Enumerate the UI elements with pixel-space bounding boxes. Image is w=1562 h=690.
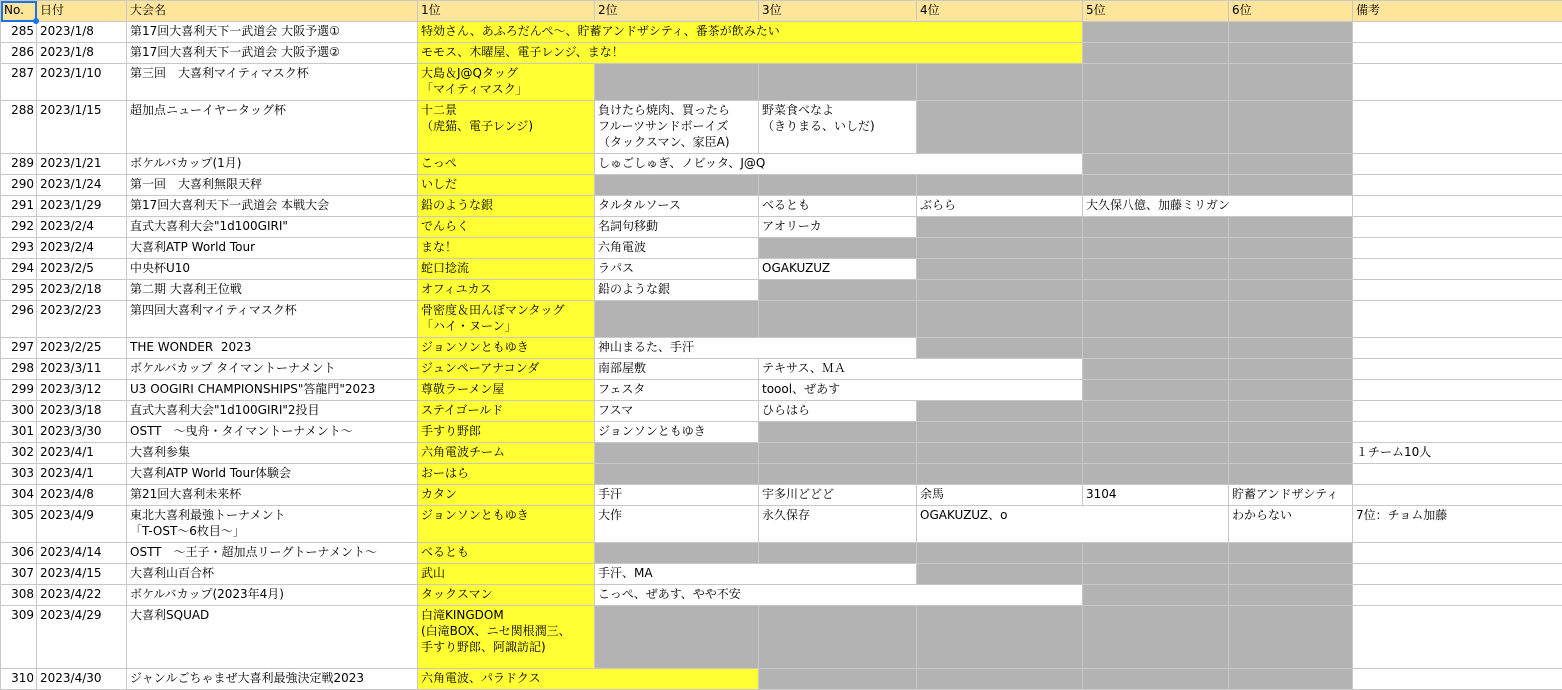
header-cell-3rd[interactable]: 3位	[759, 1, 917, 22]
row-number-cell[interactable]: 294	[1, 259, 37, 280]
result-cell[interactable]: ラパス	[595, 259, 759, 280]
result-cell[interactable]	[1353, 485, 1562, 506]
result-cell[interactable]: 7位：チョム加藤	[1353, 506, 1562, 543]
result-cell[interactable]: でんらく	[418, 217, 595, 238]
result-cell[interactable]	[917, 64, 1083, 101]
header-cell-5th[interactable]: 5位	[1083, 1, 1229, 22]
date-cell[interactable]: 2023/4/14	[37, 543, 127, 564]
result-cell[interactable]	[1083, 606, 1229, 669]
result-cell[interactable]: 鉛のような銀	[418, 196, 595, 217]
table-row	[1, 43, 1562, 64]
result-cell[interactable]: アオリーカ	[759, 217, 917, 238]
result-cell[interactable]	[1229, 175, 1353, 196]
tournament-name-cell[interactable]: 第17回大喜利天下一武道会 本戦大会	[127, 196, 418, 217]
result-cell[interactable]	[1083, 422, 1229, 443]
result-cell[interactable]	[1353, 259, 1562, 280]
date-cell[interactable]: 2023/4/30	[37, 669, 127, 690]
result-cell[interactable]	[759, 64, 917, 101]
date-cell[interactable]: 2023/1/8	[37, 43, 127, 64]
result-cell[interactable]	[1083, 585, 1229, 606]
tournament-name-cell[interactable]: OSTT 〜曳舟・タイマントーナメント〜	[127, 422, 418, 443]
result-cell[interactable]	[1353, 338, 1562, 359]
result-cell[interactable]	[917, 401, 1083, 422]
table-row	[1, 464, 1562, 485]
row-number-cell[interactable]: 286	[1, 43, 37, 64]
date-cell[interactable]: 2023/4/29	[37, 606, 127, 669]
tournament-name-cell[interactable]: 大喜利ATP World Tour	[127, 238, 418, 259]
result-cell[interactable]	[1083, 154, 1229, 175]
result-cell[interactable]	[917, 443, 1083, 464]
result-cell[interactable]: おーはら	[418, 464, 595, 485]
row-number-cell[interactable]: 293	[1, 238, 37, 259]
result-cell[interactable]	[917, 259, 1083, 280]
result-cell[interactable]	[917, 606, 1083, 669]
result-cell[interactable]	[1353, 154, 1562, 175]
result-cell[interactable]	[1353, 669, 1562, 690]
row-number-cell[interactable]: 295	[1, 280, 37, 301]
result-cell[interactable]: 尊敬ラーメン屋	[418, 380, 595, 401]
date-cell[interactable]: 2023/4/1	[37, 464, 127, 485]
result-cell[interactable]	[1229, 422, 1353, 443]
result-cell[interactable]	[1353, 22, 1562, 43]
result-cell[interactable]	[759, 422, 917, 443]
result-cell[interactable]	[595, 175, 759, 196]
result-cell[interactable]	[1353, 464, 1562, 485]
result-cell[interactable]	[917, 338, 1083, 359]
row-number-cell[interactable]: 297	[1, 338, 37, 359]
result-cell[interactable]	[1229, 217, 1353, 238]
result-cell[interactable]: 大島＆J@Qタッグ 「マイティマスク」	[418, 64, 595, 101]
result-cell[interactable]	[1229, 359, 1353, 380]
result-cell[interactable]	[1353, 422, 1562, 443]
table-row	[1, 543, 1562, 564]
result-cell[interactable]	[1083, 564, 1229, 585]
result-cell[interactable]	[1353, 101, 1562, 154]
result-cell[interactable]	[1353, 301, 1562, 338]
result-cell[interactable]: 手汗	[595, 485, 759, 506]
result-cell[interactable]	[1083, 280, 1229, 301]
result-cell[interactable]	[1353, 585, 1562, 606]
tournament-name-cell[interactable]: 大喜利参集	[127, 443, 418, 464]
table-row	[1, 301, 1562, 338]
date-cell[interactable]: 2023/4/9	[37, 506, 127, 543]
result-cell[interactable]	[917, 422, 1083, 443]
result-cell[interactable]	[1353, 217, 1562, 238]
header-cell-1st[interactable]: 1位	[418, 1, 595, 22]
result-cell[interactable]	[1083, 175, 1229, 196]
result-cell[interactable]	[1353, 401, 1562, 422]
result-cell[interactable]	[1353, 238, 1562, 259]
date-cell[interactable]: 2023/2/4	[37, 217, 127, 238]
result-cell[interactable]: オフィユカス	[418, 280, 595, 301]
result-cell[interactable]	[1083, 338, 1229, 359]
table-row	[1, 338, 1562, 359]
result-cell[interactable]: 六角電波、パラドクス	[418, 669, 759, 690]
date-cell[interactable]: 2023/1/29	[37, 196, 127, 217]
result-cell[interactable]: フェスタ	[595, 380, 759, 401]
result-cell[interactable]: 神山まるた、手汗	[595, 338, 917, 359]
result-cell[interactable]: ひらはら	[759, 401, 917, 422]
result-cell[interactable]	[1353, 543, 1562, 564]
result-cell[interactable]	[759, 464, 917, 485]
result-cell[interactable]: テキサス、ＭＡ	[759, 359, 1083, 380]
result-cell[interactable]	[1229, 380, 1353, 401]
row-number-cell[interactable]: 305	[1, 506, 37, 543]
result-cell[interactable]: 永久保存	[759, 506, 917, 543]
result-cell[interactable]: 大久保八億、加藤ミリガン	[1083, 196, 1353, 217]
result-cell[interactable]	[1229, 301, 1353, 338]
selection-handle[interactable]	[33, 18, 39, 24]
date-cell[interactable]: 2023/2/4	[37, 238, 127, 259]
table-row	[1, 585, 1562, 606]
result-cell[interactable]: タルタルソース	[595, 196, 759, 217]
result-cell[interactable]	[917, 217, 1083, 238]
tournament-name-cell[interactable]: ボケルバカップ(2023年4月)	[127, 585, 418, 606]
result-cell[interactable]: 余馬	[917, 485, 1083, 506]
result-cell[interactable]	[1229, 401, 1353, 422]
result-cell[interactable]	[759, 280, 917, 301]
result-cell[interactable]: ジョンソンともゆき	[595, 422, 759, 443]
result-cell[interactable]	[1083, 380, 1229, 401]
date-cell[interactable]: 2023/2/23	[37, 301, 127, 338]
tournament-name-cell[interactable]: 第一回 大喜利無限天秤	[127, 175, 418, 196]
tournament-name-cell[interactable]: 東北大喜利最強トーナメント 「T-OST〜6枚目〜」	[127, 506, 418, 543]
result-cell[interactable]	[1083, 464, 1229, 485]
row-number-cell[interactable]: 301	[1, 422, 37, 443]
date-cell[interactable]: 2023/3/11	[37, 359, 127, 380]
result-cell[interactable]	[1083, 43, 1229, 64]
result-cell[interactable]: わからない	[1229, 506, 1353, 543]
result-cell[interactable]	[1229, 669, 1353, 690]
result-cell[interactable]	[1353, 64, 1562, 101]
table-row	[1, 217, 1562, 238]
result-cell[interactable]	[1353, 175, 1562, 196]
result-cell[interactable]: 十二景 （虎猫、電子レンジ)	[418, 101, 595, 154]
result-cell[interactable]	[1083, 543, 1229, 564]
date-cell[interactable]: 2023/1/10	[37, 64, 127, 101]
tournament-name-cell[interactable]: 大喜利山百合杯	[127, 564, 418, 585]
row-number-cell[interactable]: 306	[1, 543, 37, 564]
tournament-name-cell[interactable]: 第17回大喜利天下一武道会 大阪予選①	[127, 22, 418, 43]
result-cell[interactable]: 名詞句移動	[595, 217, 759, 238]
tournament-name-cell[interactable]: U3 OOGIRI CHAMPIONSHIPS"答龍門"2023	[127, 380, 418, 401]
result-cell[interactable]	[1353, 359, 1562, 380]
result-cell[interactable]: OGAKUZUZ、o	[917, 506, 1229, 543]
date-cell[interactable]: 2023/3/18	[37, 401, 127, 422]
row-number-cell[interactable]: 304	[1, 485, 37, 506]
date-cell[interactable]: 2023/1/8	[37, 22, 127, 43]
result-cell[interactable]	[1353, 43, 1562, 64]
row-number-cell[interactable]: 298	[1, 359, 37, 380]
table-row	[1, 564, 1562, 585]
row-number-cell[interactable]: 289	[1, 154, 37, 175]
date-cell[interactable]: 2023/1/21	[37, 154, 127, 175]
result-cell[interactable]: 六角電波	[595, 238, 759, 259]
table-row	[1, 238, 1562, 259]
result-cell[interactable]	[917, 564, 1083, 585]
result-cell[interactable]	[917, 301, 1083, 338]
result-cell[interactable]	[917, 175, 1083, 196]
result-cell[interactable]	[1083, 401, 1229, 422]
result-cell[interactable]	[759, 301, 917, 338]
result-cell[interactable]: 特効さん、あふろだんぺ〜、貯蓄アンドザシティ、番茶が飲みたい	[418, 22, 1083, 43]
result-cell[interactable]	[1083, 101, 1229, 154]
result-cell[interactable]	[1229, 43, 1353, 64]
result-cell[interactable]	[1353, 196, 1562, 217]
date-cell[interactable]: 2023/3/12	[37, 380, 127, 401]
result-cell[interactable]	[1083, 443, 1229, 464]
result-cell[interactable]	[759, 175, 917, 196]
result-cell[interactable]: 白滝KINGDOM (白滝BOX、ニセ関根潤三、 手すり野郎、阿諏訪記)	[418, 606, 595, 669]
row-number-cell[interactable]: 310	[1, 669, 37, 690]
result-cell[interactable]	[1083, 359, 1229, 380]
result-cell[interactable]: こっぺ	[418, 154, 595, 175]
result-cell[interactable]: 宇多川どどど	[759, 485, 917, 506]
header-cell-2nd[interactable]: 2位	[595, 1, 759, 22]
result-cell[interactable]	[1229, 259, 1353, 280]
row-number-cell[interactable]: 287	[1, 64, 37, 101]
date-cell[interactable]: 2023/4/8	[37, 485, 127, 506]
result-cell[interactable]	[1229, 338, 1353, 359]
row-number-cell[interactable]: 309	[1, 606, 37, 669]
tournament-name-cell[interactable]: 大喜利ATP World Tour体験会	[127, 464, 418, 485]
tournament-name-cell[interactable]: 第二期 大喜利王位戦	[127, 280, 418, 301]
header-cell-date[interactable]: 日付	[37, 1, 127, 22]
table-row	[1, 485, 1562, 506]
result-cell[interactable]	[917, 280, 1083, 301]
result-cell[interactable]: まな！	[418, 238, 595, 259]
tournament-name-cell[interactable]: ジャンルごちゃまぜ大喜利最強決定戦2023	[127, 669, 418, 690]
result-cell[interactable]	[1353, 564, 1562, 585]
table-row	[1, 380, 1562, 401]
result-cell[interactable]: 六角電波チーム	[418, 443, 595, 464]
result-cell[interactable]	[595, 543, 759, 564]
result-cell[interactable]: OGAKUZUZ	[759, 259, 917, 280]
result-cell[interactable]: 大作	[595, 506, 759, 543]
row-number-cell[interactable]: 300	[1, 401, 37, 422]
tournament-name-cell[interactable]: OSTT 〜王子・超加点リーグトーナメント〜	[127, 543, 418, 564]
result-cell[interactable]: 蛇口捻流	[418, 259, 595, 280]
date-cell[interactable]: 2023/4/1	[37, 443, 127, 464]
result-cell[interactable]	[1083, 64, 1229, 101]
result-cell[interactable]: 手汗、MA	[595, 564, 917, 585]
result-cell[interactable]	[1229, 564, 1353, 585]
date-cell[interactable]: 2023/1/24	[37, 175, 127, 196]
row-number-cell[interactable]: 307	[1, 564, 37, 585]
row-number-cell[interactable]: 308	[1, 585, 37, 606]
header-cell-tournament[interactable]: 大会名	[127, 1, 418, 22]
header-cell-notes[interactable]: 備考	[1353, 1, 1562, 22]
result-cell[interactable]: 負けたら焼肉、買ったら フルーツサンドボーイズ （タックスマン、家臣A)	[595, 101, 759, 154]
row-number-cell[interactable]: 299	[1, 380, 37, 401]
result-cell[interactable]	[759, 443, 917, 464]
tournament-name-cell[interactable]: 中央杯U10	[127, 259, 418, 280]
tournament-name-cell[interactable]: 第17回大喜利天下一武道会 大阪予選②	[127, 43, 418, 64]
row-number-cell[interactable]: 303	[1, 464, 37, 485]
result-cell[interactable]	[917, 238, 1083, 259]
tournament-name-cell[interactable]: 第四回大喜利マイティマスク杯	[127, 301, 418, 338]
result-cell[interactable]	[1229, 280, 1353, 301]
result-cell[interactable]: いしだ	[418, 175, 595, 196]
result-cell[interactable]: しゅごしゅぎ、ノビッタ、J@Q	[595, 154, 1083, 175]
result-cell[interactable]: 骨密度＆田んぼマンタッグ 「ハイ・ヌーン」	[418, 301, 595, 338]
result-cell[interactable]: toool、ぜあす	[759, 380, 1083, 401]
result-cell[interactable]: カタン	[418, 485, 595, 506]
result-cell[interactable]: 武山	[418, 564, 595, 585]
date-cell[interactable]: 2023/2/25	[37, 338, 127, 359]
result-cell[interactable]: モモス、木曜屋、電子レンジ、まな！	[418, 43, 1083, 64]
table-row	[1, 443, 1562, 464]
date-cell[interactable]: 2023/3/30	[37, 422, 127, 443]
result-cell[interactable]	[1083, 238, 1229, 259]
result-cell[interactable]: 野菜食べなよ （きりまる、いしだ)	[759, 101, 917, 154]
result-cell[interactable]	[1083, 22, 1229, 43]
tournament-name-cell[interactable]: THE WONDER 2023	[127, 338, 418, 359]
result-cell[interactable]	[917, 669, 1083, 690]
result-cell[interactable]	[1083, 669, 1229, 690]
result-cell[interactable]: タックスマン	[418, 585, 595, 606]
result-cell[interactable]: ジョンソンともゆき	[418, 338, 595, 359]
result-cell[interactable]	[1353, 280, 1562, 301]
result-cell[interactable]: べるとも	[418, 543, 595, 564]
header-cell-no[interactable]: No.	[1, 1, 37, 22]
tournament-name-cell[interactable]: 超加点ニューイヤータッグ杯	[127, 101, 418, 154]
table-row	[1, 259, 1562, 280]
result-cell[interactable]: 南部屋敷	[595, 359, 759, 380]
row-number-cell[interactable]: 291	[1, 196, 37, 217]
table-row	[1, 154, 1562, 175]
result-cell[interactable]	[1229, 22, 1353, 43]
result-cell[interactable]	[595, 301, 759, 338]
result-cell[interactable]	[595, 464, 759, 485]
result-cell[interactable]	[595, 64, 759, 101]
date-cell[interactable]: 2023/4/15	[37, 564, 127, 585]
result-cell[interactable]	[1229, 238, 1353, 259]
date-cell[interactable]: 2023/1/15	[37, 101, 127, 154]
result-cell[interactable]	[1229, 64, 1353, 101]
result-cell[interactable]: 手すり野郎	[418, 422, 595, 443]
row-number-cell[interactable]: 288	[1, 101, 37, 154]
table-row	[1, 196, 1562, 217]
table-row	[1, 606, 1562, 669]
row-number-cell[interactable]: 285	[1, 22, 37, 43]
result-cell[interactable]: ステイゴールド	[418, 401, 595, 422]
table-row	[1, 669, 1562, 690]
row-number-cell[interactable]: 292	[1, 217, 37, 238]
header-cell-4th[interactable]: 4位	[917, 1, 1083, 22]
result-cell[interactable]	[917, 464, 1083, 485]
table-row	[1, 280, 1562, 301]
result-cell[interactable]: べるとも	[759, 196, 917, 217]
result-cell[interactable]	[1229, 464, 1353, 485]
result-cell[interactable]	[759, 543, 917, 564]
result-cell[interactable]	[759, 669, 917, 690]
result-cell[interactable]	[1353, 380, 1562, 401]
sheet-body	[1, 1, 1562, 690]
table-row	[1, 101, 1562, 154]
table-row	[1, 64, 1562, 101]
date-cell[interactable]: 2023/4/22	[37, 585, 127, 606]
result-cell[interactable]: 3104	[1083, 485, 1229, 506]
tournament-name-cell[interactable]: 大喜利SQUAD	[127, 606, 418, 669]
result-cell[interactable]	[1083, 217, 1229, 238]
table-row	[1, 422, 1562, 443]
result-cell[interactable]: ぶらら	[917, 196, 1083, 217]
date-cell[interactable]: 2023/2/5	[37, 259, 127, 280]
table-row	[1, 401, 1562, 422]
result-cell[interactable]	[595, 443, 759, 464]
result-cell[interactable]	[595, 606, 759, 669]
result-cell[interactable]: フスマ	[595, 401, 759, 422]
result-cell[interactable]: ジュンペーアナコンダ	[418, 359, 595, 380]
row-number-cell[interactable]: 302	[1, 443, 37, 464]
result-cell[interactable]	[917, 101, 1083, 154]
result-cell[interactable]	[1083, 259, 1229, 280]
tournament-name-cell[interactable]: 直式大喜利大会"1d100GIRI"	[127, 217, 418, 238]
result-cell[interactable]	[917, 543, 1083, 564]
result-cell[interactable]: ジョンソンともゆき	[418, 506, 595, 543]
row-number-cell[interactable]: 296	[1, 301, 37, 338]
date-cell[interactable]: 2023/2/18	[37, 280, 127, 301]
result-cell[interactable]	[1229, 101, 1353, 154]
result-cell[interactable]: 貯蓄アンドザシティ	[1229, 485, 1353, 506]
result-cell[interactable]: 鉛のような銀	[595, 280, 759, 301]
result-cell[interactable]	[1083, 301, 1229, 338]
row-number-cell[interactable]: 290	[1, 175, 37, 196]
result-cell[interactable]	[1353, 606, 1562, 669]
result-cell[interactable]	[759, 606, 917, 669]
result-cell[interactable]	[1229, 443, 1353, 464]
tournament-name-cell[interactable]: 第21回大喜利未来杯	[127, 485, 418, 506]
tournament-name-cell[interactable]: 直式大喜利大会"1d100GIRI"2投目	[127, 401, 418, 422]
result-cell[interactable]	[1229, 606, 1353, 669]
result-cell[interactable]	[1229, 585, 1353, 606]
tournament-name-cell[interactable]: 第三回 大喜利マイティマスク杯	[127, 64, 418, 101]
table-row	[1, 506, 1562, 543]
header-row	[1, 1, 1562, 22]
tournament-name-cell[interactable]: ボケルバカップ(1月)	[127, 154, 418, 175]
header-cell-6th[interactable]: 6位	[1229, 1, 1353, 22]
table-row	[1, 359, 1562, 380]
table-row	[1, 175, 1562, 196]
result-cell[interactable]	[1229, 154, 1353, 175]
table-row	[1, 22, 1562, 43]
result-cell[interactable]: １チーム10人	[1353, 443, 1562, 464]
result-cell[interactable]	[1229, 543, 1353, 564]
result-cell[interactable]: こっぺ、ぜあす、やや不安	[595, 585, 1083, 606]
result-cell[interactable]	[759, 238, 917, 259]
tournament-name-cell[interactable]: ボケルバカップ タイマントーナメント	[127, 359, 418, 380]
